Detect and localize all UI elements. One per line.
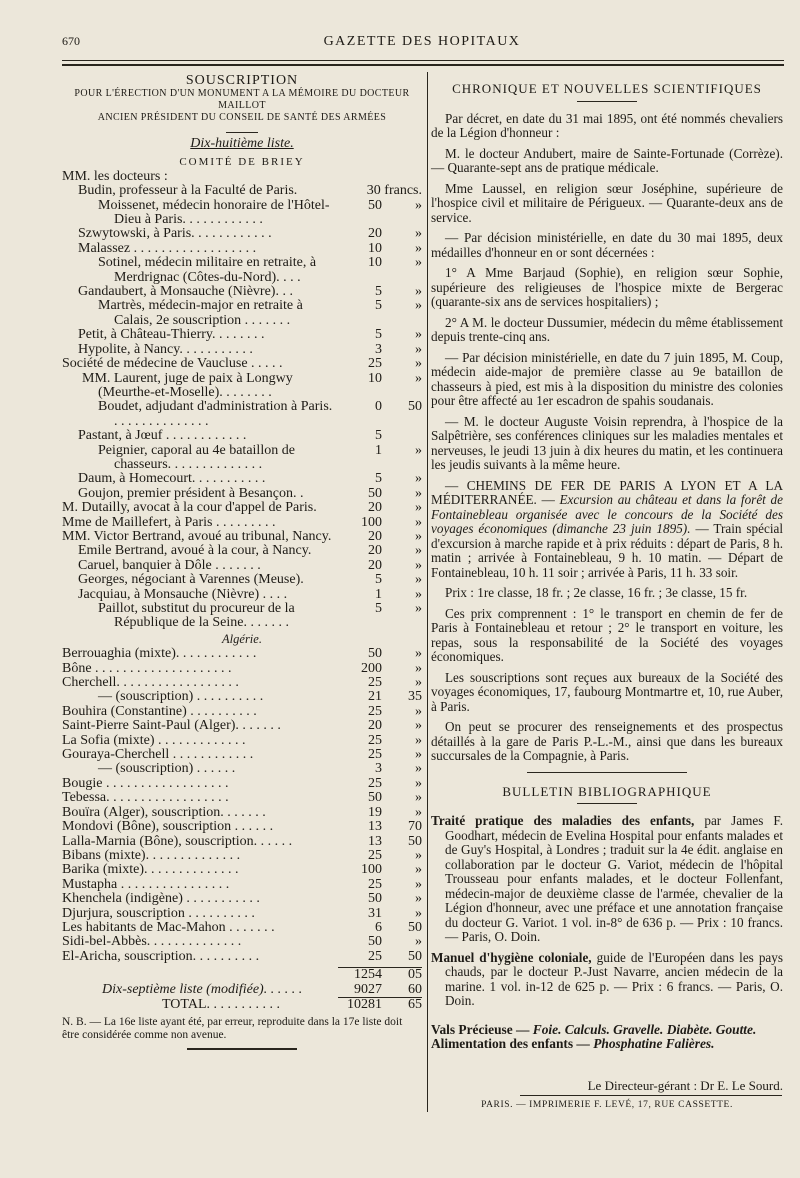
committee-title: COMITÉ DE BRIEY: [179, 155, 305, 168]
item-francs: 50: [368, 646, 382, 662]
chronique-paragraphs: [431, 112, 783, 473]
news-paragraph: Par décret, en date du 31 mai 1895, ont été nommés chevaliers de la Légion d'honneur :: [431, 110, 783, 140]
journal-title: GAZETTE DES HOPITAUX: [323, 34, 521, 49]
item-label: Khenchela (indigène) . . . . . . . . . . .: [62, 892, 260, 907]
item-label: Sidi-bel-Abbès. . . . . . . . . . . . . .: [62, 935, 242, 950]
item-cents: »: [415, 718, 422, 734]
item-francs: 50: [368, 934, 382, 950]
item-cents: »: [415, 514, 422, 530]
list-item: [62, 921, 422, 935]
item-francs: 5: [375, 428, 382, 444]
column-divider: [427, 72, 428, 1112]
item-label: M. Dutailly, avocat à la cour d'appel de Paris.: [62, 501, 317, 516]
list-item: [62, 690, 422, 704]
list-item: [62, 602, 422, 631]
item-cents: »: [415, 775, 422, 791]
bibliography-entry-2: [431, 951, 783, 1009]
item-cents: »: [415, 876, 422, 892]
item-label: Bône . . . . . . . . . . . . . . . . . . . .: [62, 661, 232, 676]
item-label: Boudet, adjudant d'administration à Paris. . . . . . . . . . . . . . .: [98, 400, 333, 429]
advertisement-1: [431, 1023, 783, 1038]
item-label: Mme de Maillefert, à Paris . . . . . . . . .: [62, 515, 276, 530]
subtotal-row: [62, 968, 422, 982]
list-item: [62, 849, 422, 863]
item-label: Les habitants de Mac-Mahon . . . . . . .: [62, 920, 275, 935]
item-francs: 6: [375, 919, 382, 935]
news-paragraph: 1° A Mme Barjaud (Sophie), en religion sœur Sophie, supérieure des religieuses de l'hospice mixte de Bergerac (quarante-six ans de services hospitaliers) ;: [431, 265, 783, 309]
item-francs: 1: [375, 586, 382, 602]
item-cents: »: [415, 934, 422, 950]
item-cents: »: [415, 370, 422, 386]
list-item: [62, 791, 422, 805]
item-francs: 100: [361, 514, 382, 530]
item-cents: »: [415, 790, 422, 806]
item-cents: »: [415, 298, 422, 314]
ad-2-text: — Phosphatine Falières.: [576, 1036, 715, 1051]
algerie-list: [62, 647, 422, 964]
item-cents: »: [415, 442, 422, 458]
item-francs: 25: [368, 747, 382, 763]
item-francs: 10: [368, 240, 382, 256]
railway-excursion: Excursion au château et dans la forêt de Fontainebleau organisée avec le concours de la Société des voyages économiques (dimanche 23 juin 1895).: [431, 492, 784, 536]
list-item: [62, 328, 422, 342]
item-label: El-Aricha, souscription. . . . . . . . . .: [62, 949, 260, 964]
list-item: [62, 242, 422, 256]
item-cents: »: [415, 804, 422, 820]
item-francs: 25: [368, 356, 382, 372]
header-rule: [62, 60, 784, 61]
item-francs: 3: [375, 341, 382, 357]
item-cents: »: [415, 732, 422, 748]
item-cents: »: [415, 356, 422, 372]
entries-list: [62, 184, 422, 631]
item-label: Budin, professeur à la Faculté de Paris.: [78, 184, 298, 199]
list-item: [62, 734, 422, 748]
news-paragraph: 2° A M. le docteur Dussumier, médecin du même établissement depuis trente-cinq ans.: [431, 314, 783, 344]
item-label: Mustapha . . . . . . . . . . . . . . . .: [62, 877, 230, 892]
subscription-subtitle-1: POUR L'ÉRECTION D'UN MONUMENT A LA MÉMOIRE DU DOCTEUR MAILLOT: [74, 88, 410, 112]
item-label: Malassez . . . . . . . . . . . . . . . . . .: [78, 241, 257, 256]
item-francs: 25: [368, 948, 382, 964]
item-cents: »: [415, 675, 422, 691]
subtotal-cents: 05: [408, 967, 422, 983]
item-label: Hypolite, à Nancy. . . . . . . . . . .: [78, 342, 253, 357]
running-header: [62, 34, 782, 54]
item-francs: 20: [368, 557, 382, 573]
item-francs: 50: [368, 197, 382, 213]
item-cents: »: [415, 557, 422, 573]
item-francs: 0: [375, 399, 382, 415]
list-item: [62, 357, 422, 371]
subscription-title: SOUSCRIPTION: [185, 73, 299, 88]
news-paragraph: Les souscriptions sont reçues aux bureaux de la Société des voyages économiques, 17, faubourg Montmartre et, 10, rue Auber, à Paris.: [431, 669, 783, 714]
item-francs: 25: [368, 675, 382, 691]
list-item: [62, 662, 422, 676]
section-ornament: [527, 772, 687, 773]
item-francs: 20: [368, 528, 382, 544]
item-cents: »: [415, 543, 422, 559]
item-cents: »: [415, 862, 422, 878]
list-item: [62, 820, 422, 834]
list-item: [62, 544, 422, 558]
book-details-1: par James F. Goodhart, médecin de Evelina Hospital pour enfants malades et de Guy's Hospital, à Londres ; traduit sur la 4e édit. anglaise en collaboration par le docteur G. Variot, médecin de l'hôpital Trousseau pour enfants malades, et le docteur Follenfant, médecin-major de deuxième classe de l'armée, chevalier de la Légion d'honneur, avec une préface et une annotation française du docteur G. Variot. 1 vol. in-8° de 636 p. — Prix : 10 francs. — Paris, O. Doin.: [445, 813, 783, 944]
list-item: [62, 184, 422, 198]
algerie-title: Algérie.: [222, 631, 262, 646]
item-francs: 20: [368, 226, 382, 242]
list-item: [62, 863, 422, 877]
list-item: [62, 647, 422, 661]
list-item: [62, 530, 422, 544]
item-cents: 50: [408, 919, 422, 935]
item-label: Tebessa. . . . . . . . . . . . . . . . . .: [62, 791, 229, 806]
item-cents: »: [415, 847, 422, 863]
header-double-rule: [62, 64, 784, 66]
item-francs: 25: [368, 876, 382, 892]
list-item: [62, 444, 422, 473]
subscription-column: [62, 74, 422, 1050]
list-item: [62, 372, 422, 401]
item-label: Djurjura, souscription . . . . . . . . . .: [62, 906, 255, 921]
bibliography-entry-1: [431, 814, 783, 945]
railway-paragraphs: [431, 586, 783, 764]
item-francs: 50: [368, 790, 382, 806]
item-francs: 200: [361, 660, 382, 676]
item-cents: »: [415, 747, 422, 763]
item-francs: 30 francs.: [366, 183, 422, 199]
news-paragraph: — Par décision ministérielle, en date du 7 juin 1895, M. Coup, médecin aide-major de première classe au 9e bataillon de chasseurs à pied, est mis à la disposition du ministre des colonies pour être affecté au 1er escadron de spahis soudanais.: [431, 349, 783, 408]
list-item: [62, 748, 422, 762]
item-label: Barika (mixte). . . . . . . . . . . . . .: [62, 863, 239, 878]
list-item: [62, 878, 422, 892]
item-francs: 5: [375, 298, 382, 314]
total-label: TOTAL. . . . . . . . . . .: [162, 997, 281, 1012]
list-item: [62, 227, 422, 241]
item-label: Pastant, à Jœuf . . . . . . . . . . . .: [78, 429, 247, 444]
item-francs: 1: [375, 442, 382, 458]
item-label: Jacquiau, à Monsauche (Nièvre) . . . .: [78, 587, 288, 602]
news-paragraph: Mme Laussel, en religion sœur Joséphine, supérieure de l'hospice civil et militaire de Périgueux. — Quarante-deux ans de service.: [431, 180, 783, 225]
item-label: Saint-Pierre Saint-Paul (Alger). . . . . . .: [62, 719, 281, 734]
item-francs: 13: [368, 819, 382, 835]
list-item: [62, 400, 422, 429]
list-item: [62, 935, 422, 949]
subscription-subtitle-2: ANCIEN PRÉSIDENT DU CONSEIL DE SANTÉ DES ARMÉES: [97, 112, 387, 124]
item-label: MM. Laurent, juge de paix à Longwy (Meurthe-et-Moselle). . . . . . . .: [82, 371, 293, 400]
item-label: MM. Victor Bertrand, avoué au tribunal, Nancy.: [62, 529, 332, 544]
railway-heading: — CHEMINS DE FER DE PARIS A LYON ET A LA MÉDITERRANÉE. —: [431, 477, 783, 507]
list-item: [62, 950, 422, 964]
printer-imprint: PARIS. — IMPRIMERIE F. LEVÉ, 17, RUE CASSETTE.: [481, 1100, 733, 1110]
list-title: Dix-huitième liste.: [190, 136, 294, 152]
item-label: Berrouaghia (mixte). . . . . . . . . . . .: [62, 647, 257, 662]
item-cents: »: [415, 601, 422, 616]
item-label: La Sofia (mixte) . . . . . . . . . . . . .: [62, 733, 246, 748]
previous-list-row: [62, 983, 422, 997]
list-item: [62, 705, 422, 719]
chronique-title: CHRONIQUE ET NOUVELLES SCIENTIFIQUES: [452, 81, 762, 96]
list-item: [62, 487, 422, 501]
total-francs: 10281: [347, 996, 382, 1012]
item-cents: »: [415, 891, 422, 907]
item-francs: 5: [375, 284, 382, 300]
list-item: [62, 777, 422, 791]
list-item: [62, 343, 422, 357]
item-francs: 50: [368, 485, 382, 501]
item-cents: »: [415, 703, 422, 719]
item-cents: »: [415, 646, 422, 662]
item-label: Georges, négociant à Varennes (Meuse).: [78, 573, 304, 588]
item-francs: 5: [375, 471, 382, 487]
item-label: — (souscription) . . . . . . . . . .: [98, 690, 264, 705]
list-item: [62, 892, 422, 906]
news-paragraph: M. le docteur Andubert, maire de Sainte-Fortunade (Corrèze). — Quarante-sept ans de pratique médicale.: [431, 145, 783, 175]
item-cents: »: [415, 761, 422, 777]
item-cents: »: [415, 255, 422, 271]
item-cents: »: [415, 660, 422, 676]
item-label: Bougie . . . . . . . . . . . . . . . . . .: [62, 776, 229, 791]
item-label: Société de médecine de Vaucluse . . . . .: [62, 357, 283, 372]
item-francs: 25: [368, 732, 382, 748]
list-item: [62, 762, 422, 776]
item-cents: »: [415, 341, 422, 357]
end-ornament: [187, 1048, 297, 1050]
item-label: Goujon, premier président à Besançon. .: [78, 486, 304, 501]
book-title-2: Manuel d'hygiène coloniale,: [431, 949, 592, 965]
item-label: Bouïra (Alger), souscription. . . . . . .: [62, 805, 266, 820]
divider: [226, 132, 258, 133]
item-francs: 10: [368, 255, 382, 271]
item-cents: 50: [408, 948, 422, 964]
previous-list-cents: 60: [408, 981, 422, 997]
item-label: Szwytowski, à Paris. . . . . . . . . . . .: [78, 227, 272, 242]
item-francs: 5: [375, 327, 382, 343]
item-label: Caruel, banquier à Dôle . . . . . . .: [78, 558, 261, 573]
news-paragraph: On peut se procurer des renseignements et des prospectus détaillés à la gare de Paris P.-L.-M., ainsi que dans les bureaux succursales de la Compagnie, à Paris.: [431, 719, 783, 763]
item-francs: 3: [375, 761, 382, 777]
list-item: [62, 256, 422, 285]
signature: Le Directeur-gérant : Dr E. Le Sourd.: [587, 1078, 783, 1093]
news-paragraph: — Par décision ministérielle, en date du 30 mai 1895, deux médailles d'honneur en or sont décernées :: [431, 230, 783, 260]
item-label: Martrès, médecin-major en retraite à Calais, 2e souscription . . . . . . .: [98, 299, 303, 328]
item-label: Bouhira (Constantine) . . . . . . . . . .: [62, 704, 257, 719]
item-francs: 5: [375, 601, 382, 616]
item-francs: 10: [368, 370, 382, 386]
item-label: Petit, à Château-Thierry. . . . . . . .: [78, 328, 265, 343]
signature-rule: [520, 1095, 782, 1096]
news-paragraph: Ces prix comprennent : 1° le transport en chemin de fer de Paris à Fontainebleau et retour ; 2° le transport en voiture, les repas, sous la responsabilité de la Société des voyages économiques.: [431, 605, 783, 664]
item-cents: »: [415, 528, 422, 544]
list-item: [62, 285, 422, 299]
item-cents: »: [415, 485, 422, 501]
item-cents: »: [415, 226, 422, 242]
item-cents: »: [415, 586, 422, 602]
news-paragraph: — M. le docteur Auguste Voisin reprendra, à l'hospice de la Salpêtrière, ses conférences cliniques sur les maladies mentales et nerveuses, le jeudi 13 juin à dix heures du matin, et les continuera les jeudis suivants à la même heure.: [431, 413, 783, 472]
item-francs: 25: [368, 847, 382, 863]
item-cents: »: [415, 500, 422, 516]
item-label: Lalla-Marnia (Bône), souscription. . . . . .: [62, 834, 293, 849]
item-cents: »: [415, 905, 422, 921]
item-francs: 19: [368, 804, 382, 820]
intro-line: MM. les docteurs :: [62, 168, 168, 184]
item-label: Sotinel, médecin militaire en retraite, à Merdrignac (Côtes-du-Nord). . . .: [98, 256, 317, 285]
item-label: Émile Bertrand, avoué à la cour, à Nancy.: [78, 544, 312, 559]
item-label: Daum, à Homecourt. . . . . . . . . . .: [78, 472, 266, 487]
bulletin-title: BULLETIN BIBLIOGRAPHIQUE: [502, 783, 712, 799]
item-cents: 35: [408, 689, 422, 705]
railway-paragraph: [431, 479, 783, 581]
item-francs: 20: [368, 543, 382, 559]
list-item: [62, 516, 422, 530]
item-cents: »: [415, 284, 422, 300]
item-francs: 31: [368, 905, 382, 921]
total-cents: 65: [408, 996, 422, 1012]
advertisement-2: [431, 1037, 783, 1052]
item-francs: 21: [368, 689, 382, 705]
item-label: — (souscription) . . . . . .: [98, 762, 236, 777]
item-cents: »: [415, 327, 422, 343]
item-label: Cherchell. . . . . . . . . . . . . . . . . .: [62, 676, 239, 691]
item-label: Mondovi (Bône), souscription . . . . . .: [62, 820, 274, 835]
ad-1-text: — Foie. Calculs. Gravelle. Diabète. Goutte.: [516, 1021, 757, 1037]
subtotal-francs: 1254: [354, 967, 382, 983]
item-cents: »: [415, 471, 422, 487]
item-francs: 50: [368, 891, 382, 907]
previous-list-label: Dix-septième liste (modifiée). . . . . .: [102, 982, 303, 997]
nota-bene: N. B. — La 16e liste ayant été, par erreur, reproduite dans la 17e liste doit être considérée comme non avenue.: [62, 1016, 403, 1042]
item-francs: 25: [368, 775, 382, 791]
book-details-2: guide de l'Européen dans les pays chauds, par le docteur P.-Just Navarre, ancien médecin de la marine. 1 vol. in-12 de 625 p. — Prix : 6 francs. — Paris, O. Doin.: [445, 949, 783, 1008]
list-item: [62, 573, 422, 587]
item-francs: 20: [368, 718, 382, 734]
list-item: [62, 907, 422, 921]
divider: [577, 803, 637, 804]
list-item: [62, 472, 422, 486]
list-item: [62, 835, 422, 849]
item-cents: 70: [408, 819, 422, 835]
list-item: [62, 299, 422, 328]
item-label: Gandaubert, à Monsauche (Nièvre). . .: [78, 285, 293, 300]
total-row: [62, 998, 422, 1012]
previous-list-francs: 9027: [354, 981, 382, 997]
list-item: [62, 559, 422, 573]
divider: [577, 101, 637, 102]
list-item: [62, 719, 422, 733]
list-item: [62, 588, 422, 602]
item-cents: »: [415, 197, 422, 213]
item-francs: 13: [368, 833, 382, 849]
item-francs: 20: [368, 500, 382, 516]
item-francs: 25: [368, 703, 382, 719]
item-label: Gouraya-Cherchell . . . . . . . . . . . .: [62, 748, 254, 763]
item-cents: 50: [408, 833, 422, 849]
item-francs: 5: [375, 572, 382, 588]
book-title-1: Traité pratique des maladies des enfants,: [431, 813, 695, 828]
item-cents: »: [415, 240, 422, 256]
page-number: 670: [62, 34, 80, 48]
item-label: Moissenet, médecin honoraire de l'Hôtel-Dieu à Paris. . . . . . . . . . . .: [98, 198, 330, 228]
list-item: [62, 199, 422, 228]
item-cents: 50: [408, 399, 422, 415]
item-cents: »: [415, 572, 422, 588]
item-label: Peignier, caporal au 4e bataillon de chasseurs. . . . . . . . . . . . . .: [98, 443, 295, 472]
list-item: [62, 676, 422, 690]
list-item: [62, 806, 422, 820]
item-francs: 100: [361, 862, 382, 878]
news-paragraph: Prix : 1re classe, 18 fr. ; 2e classe, 16 fr. ; 3e classe, 15 fr.: [445, 585, 748, 600]
ad-1-brand: Vals Précieuse: [431, 1021, 513, 1037]
news-column: [431, 78, 783, 1052]
ad-2-brand: Alimentation des enfants: [431, 1036, 574, 1051]
item-label: Paillot, substitut du procureur de la République de la Seine. . . . . . .: [98, 602, 295, 631]
list-item: [62, 501, 422, 515]
item-label: Bibans (mixte). . . . . . . . . . . . . .: [62, 848, 241, 863]
list-item: [62, 429, 422, 443]
railway-details: — Train spécial d'excursion à marche rapide et à prix réduits : départ de Paris, 8 h. matin ; arrivée à Fontainebleau, 9 h. 10 matin. — Départ de Fontainebleau, 10 h. 11 soir ; arrivée à Paris, 11 h. 33 soir.: [431, 521, 784, 580]
